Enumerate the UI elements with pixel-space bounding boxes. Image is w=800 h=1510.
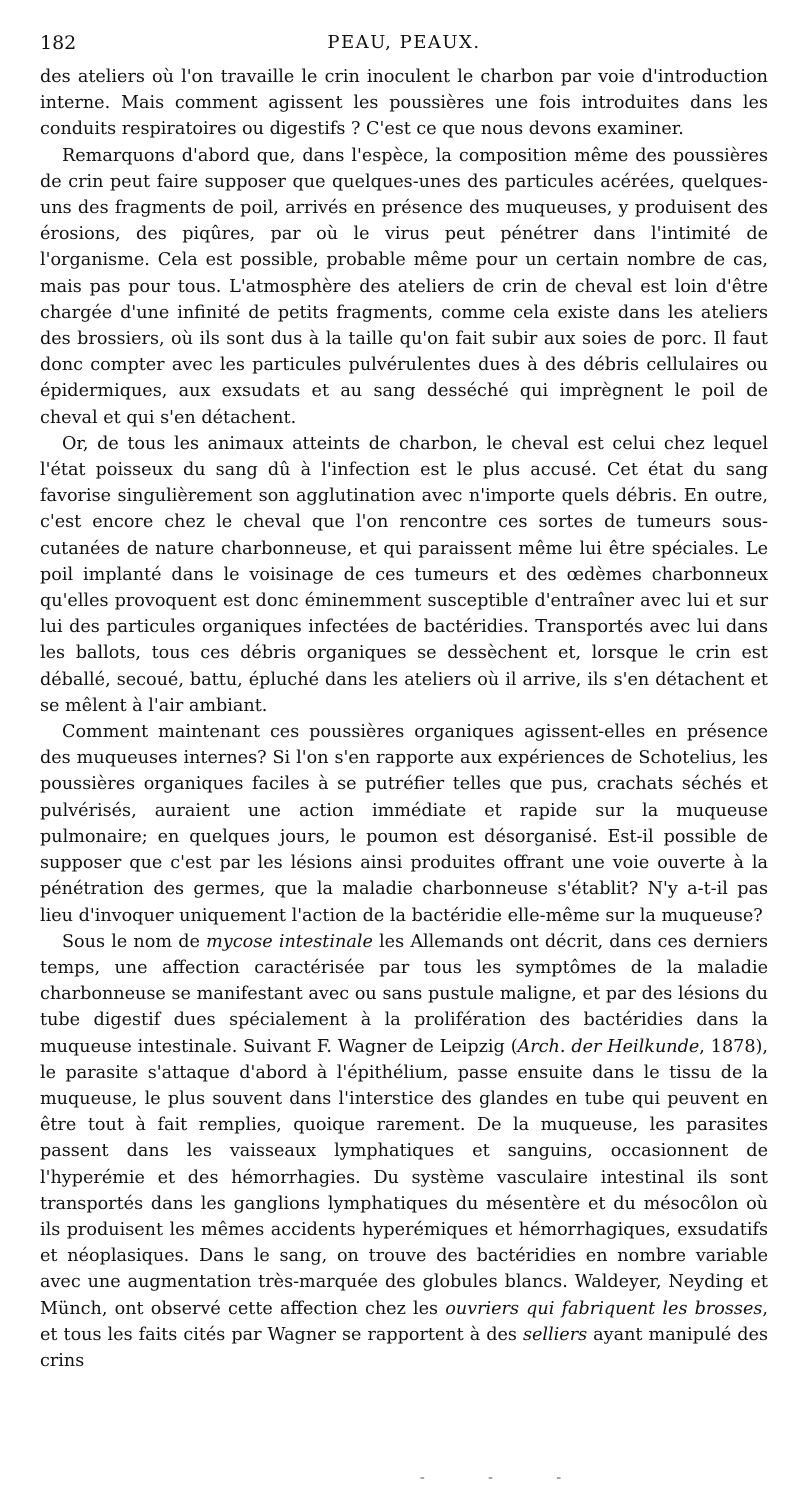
page-header	[40, 30, 768, 60]
italic-text: ouvriers qui fabriquent les brosses	[445, 1298, 763, 1319]
text-run: Remarquons d'abord que, dans l'espèce, la composition même des poussières de crin peut faire supposer que quelques-unes des particules acérées, quelques-uns des fragments de poil, arrivés en présence des muqueuses, y produisent des érosions, des piqûres, par où le virus peut pénétrer dans l'intimité de l'organisme. Cela est possible, probable même pour un certain nombre de cas, mais pas pour tous. L'atmosphère des ateliers de crin de cheval est loin d'être chargée d'une infinité de petits fragments, comme cela existe dans les ateliers des brossiers, où ils sont dus à la taille qu'on fait subir aux soies de porc. Il faut donc compter avec les particules pulvérulentes dues à des débris cellulaires ou épidermiques, aux exsudats et au sang desséché qui imprègnent le poil de cheval et qui s'en détachent.	[40, 145, 768, 428]
paragraph	[40, 431, 768, 719]
running-title: PEAU, PEAUX.	[327, 32, 481, 53]
paragraph	[40, 64, 768, 143]
document-page	[40, 30, 768, 1374]
paragraph	[40, 719, 768, 929]
page-number: 182	[40, 32, 77, 54]
text-run: Comment maintenant ces poussières organiques agissent-elles en présence des muqueuses internes? Si l'on s'en rapporte aux expériences de Schotelius, les poussières organiques faciles à se putréfier telles que pus, crachats séchés et pulvérisés, auraient une action immédiate et rapide sur la muqueuse pulmonaire; en quelques jours, le poumon est désorganisé. Est-il possible de supposer que c'est par les lésions ainsi produites offrant une voie ouverte à la pénétration des germes, que la maladie charbonneuse s'établit? N'y a-t-il pas lieu d'invoquer uniquement l'action de la bactéridie elle-même sur la muqueuse?	[40, 722, 768, 926]
text-run: les Allemands ont décrit, dans ces derniers temps, une affection caractérisée par tous les symptômes de la maladie charbonneuse se manifestant avec ou sans pustule maligne, et par des lésions du tube digestif dues spécialement à la prolifération des bactéridies dans la muqueuse intestinale. Suivant F. Wagner de Leipzig (	[40, 931, 768, 1057]
text-run: ayant manipulé des crins	[40, 1324, 768, 1371]
text-run: , 1878), le parasite s'attaque d'abord à l'épithélium, passe ensuite dans le tissu de la muqueuse, le plus souvent dans l'interstice des glandes en tube qui peuvent en être tout à fait remplies, quoique rarement. De la muqueuse, les parasites passent dans les vaisseaux lymphatiques et sanguins, occasionnent de l'hyperémie et des hémorrhagies. Du système vasculaire intestinal ils sont transportés dans les ganglions lymphatiques du mésentère et du mésocôlon où ils produisent les mêmes accidents hyperémiques et hémorrhagiques, exsudatifs et néoplasiques. Dans le sang, on trouve des bactéridies en nombre variable avec une augmentation très-marquée des globules blancs. Waldeyer, Neyding et Münch, ont observé cette affection chez les	[40, 1036, 768, 1319]
text-run: Or, de tous les animaux atteints de charbon, le cheval est celui chez lequel l'état poisseux du sang dû à l'infection est le plus accusé. Cet état du sang favorise singulièrement son agglutination avec n'importe quels débris. En outre, c'est encore chez le cheval que l'on rencontre ces sortes de tumeurs sous-cutanées de nature charbonneuse, et qui paraissent même lui être spéciales. Le poil implanté dans le voisinage de ces tumeurs et des œdèmes charbonneux qu'elles provoquent est donc éminemment susceptible d'entraîner avec lui et sur lui des particules organiques infectées de bactéridies. Transportés avec lui dans les ballots, tous ces débris organiques se dessèchent et, lorsque le crin est déballé, secoué, battu, épluché dans les ateliers où il arrive, ils s'en détachent et se mêlent à l'air ambiant.	[40, 433, 768, 716]
text-run: des ateliers où l'on travaille le crin inoculent le charbon par voie d'introduction interne. Mais comment agissent les poussières une fois introduites dans les conduits respiratoires ou digestifs ? C'est ce que nous devons examiner.	[40, 67, 768, 140]
body-text	[40, 64, 768, 1374]
text-run: , et tous les faits cités par Wagner se rapportent à des	[40, 1298, 768, 1345]
paragraph	[40, 143, 768, 431]
italic-text: mycose intestinale	[206, 931, 373, 952]
italic-text: selliers	[522, 1324, 588, 1345]
paragraph	[40, 929, 768, 1374]
italic-text: Arch. der Heilkunde	[517, 1036, 700, 1057]
footer-marks: - - -	[420, 1470, 591, 1485]
text-run: Sous le nom de	[62, 931, 207, 952]
